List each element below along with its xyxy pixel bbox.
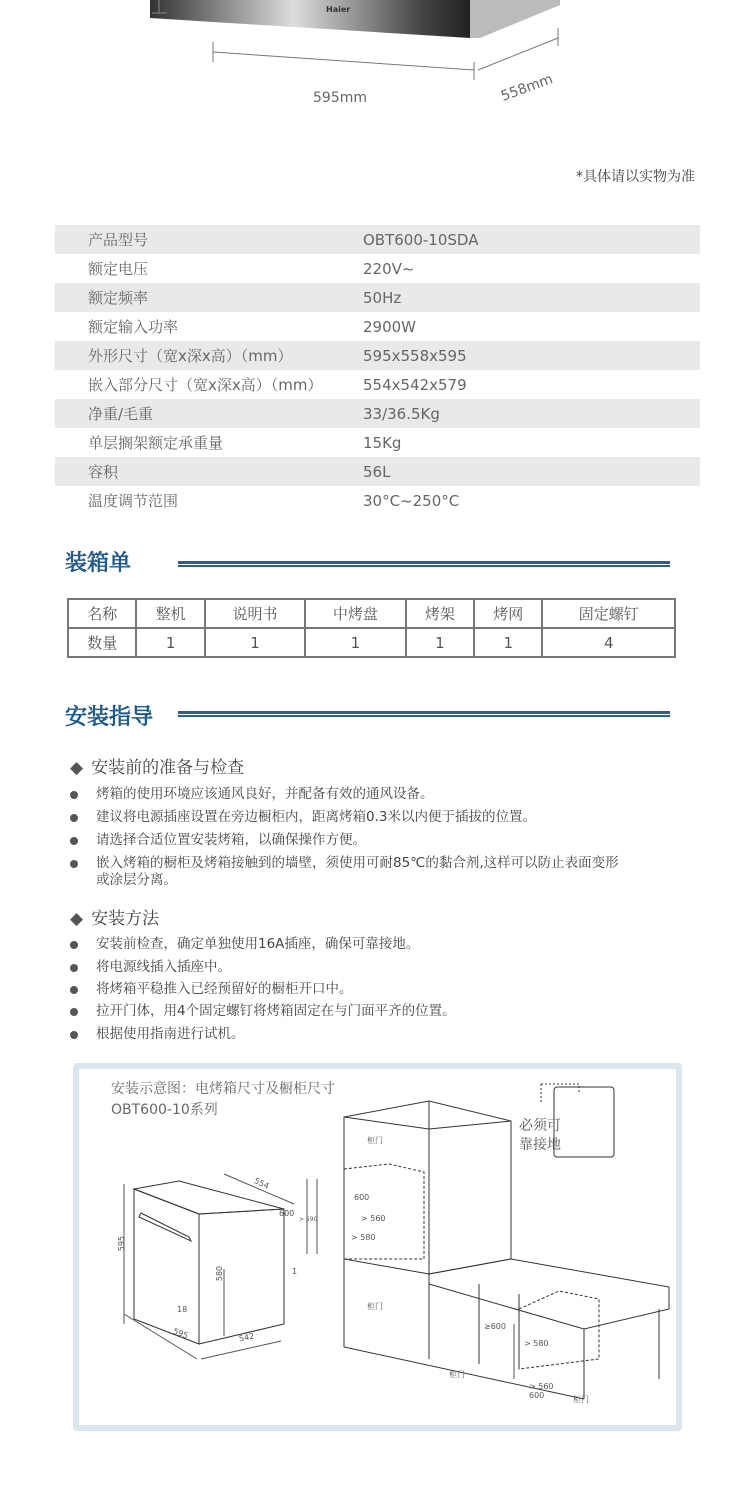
bullet-icon bbox=[70, 814, 78, 822]
dim-label: ≥600 bbox=[484, 1322, 506, 1331]
cabinet-drawing bbox=[79, 1069, 676, 1425]
spec-key: 单层搁架额定承重量 bbox=[88, 434, 224, 452]
spec-row bbox=[55, 254, 700, 283]
list-item bbox=[70, 936, 630, 953]
spec-row bbox=[55, 283, 700, 312]
install-guide-heading: 安装指导 bbox=[65, 705, 154, 730]
list-item bbox=[70, 832, 630, 849]
packing-value-row bbox=[68, 628, 675, 657]
width-label: 595mm bbox=[313, 90, 367, 106]
packing-value-cell: 1 bbox=[205, 628, 305, 657]
diamond-icon: ◆ bbox=[70, 758, 84, 778]
dim-label: 600 bbox=[529, 1391, 545, 1400]
prep-subheading bbox=[70, 753, 244, 778]
spec-row bbox=[55, 225, 700, 254]
spec-value: 220V~ bbox=[363, 259, 415, 278]
prep-title: 安装前的准备与检查 bbox=[91, 758, 245, 778]
dim-label: 595 bbox=[117, 1235, 127, 1252]
packing-header-cell: 中烤盘 bbox=[305, 599, 405, 628]
list-item bbox=[70, 1003, 630, 1020]
list-item-text: 烤箱的使用环境应该通风良好，并配备有效的通风设备。 bbox=[96, 786, 434, 802]
packing-header-row bbox=[68, 599, 675, 628]
bullet-icon bbox=[70, 964, 78, 972]
spec-key: 额定频率 bbox=[88, 289, 149, 307]
spec-key: 嵌入部分尺寸（宽x深x高）（mm） bbox=[88, 376, 323, 394]
spec-row bbox=[55, 399, 700, 428]
spec-table bbox=[55, 225, 700, 515]
bullet-icon bbox=[70, 837, 78, 845]
dim-label: 18 bbox=[177, 1305, 188, 1314]
spec-row bbox=[55, 341, 700, 370]
spec-row bbox=[55, 312, 700, 341]
spec-key: 温度调节范围 bbox=[88, 492, 179, 510]
spec-row bbox=[55, 428, 700, 457]
spec-key: 额定输入功率 bbox=[88, 318, 179, 336]
spec-row bbox=[55, 457, 700, 486]
door-label: 柜门 bbox=[449, 1370, 465, 1379]
ground-label-1: 必须可 bbox=[519, 1118, 561, 1134]
ground-label-2: 靠接地 bbox=[519, 1137, 561, 1153]
packing-value-cell: 1 bbox=[406, 628, 474, 657]
diagram-caption: 安装示意图：电烤箱尺寸及橱柜尺寸 bbox=[111, 1081, 335, 1097]
door-label: 柜门 bbox=[573, 1395, 589, 1404]
bullet-icon bbox=[70, 986, 78, 994]
list-item-text: 安装前检查，确定单独使用16A插座，确保可靠接地。 bbox=[96, 936, 420, 952]
packing-header-cell: 烤架 bbox=[406, 599, 474, 628]
list-item bbox=[70, 855, 630, 889]
spec-value: 50Hz bbox=[363, 288, 402, 307]
packing-table bbox=[67, 598, 676, 658]
spec-value: 2900W bbox=[363, 317, 417, 336]
dim-label: 600 bbox=[354, 1193, 370, 1202]
list-item-text: 建议将电源插座设置在旁边橱柜内，距离烤箱0.3米以内便于插拔的位置。 bbox=[96, 809, 536, 825]
spec-value: 595x558x595 bbox=[363, 346, 467, 365]
dim-label: > 580 bbox=[524, 1339, 549, 1348]
packing-list-heading: 装箱单 bbox=[65, 551, 132, 576]
packing-value-cell: 1 bbox=[136, 628, 204, 657]
list-item bbox=[70, 1026, 630, 1043]
spec-key: 外形尺寸（宽x深x高）（mm） bbox=[88, 347, 293, 365]
packing-value-cell: 1 bbox=[305, 628, 405, 657]
heading-rule bbox=[178, 711, 670, 717]
list-item-text: 拉开门体，用4个固定螺钉将烤箱固定在与门面平齐的位置。 bbox=[96, 1003, 456, 1019]
list-item-text: 根据使用指南进行试机。 bbox=[96, 1026, 245, 1042]
packing-header-cell: 说明书 bbox=[205, 599, 305, 628]
dim-label: 600 bbox=[279, 1209, 295, 1218]
spec-key: 净重/毛重 bbox=[88, 405, 154, 423]
depth-label: 558mm bbox=[498, 71, 556, 105]
spec-key: 产品型号 bbox=[88, 231, 149, 249]
bullet-icon bbox=[70, 941, 78, 949]
heading-rule bbox=[178, 561, 670, 567]
packing-header-cell: 整机 bbox=[136, 599, 204, 628]
installation-diagram bbox=[73, 1063, 682, 1431]
packing-header-cell: 固定螺钉 bbox=[542, 599, 675, 628]
bullet-icon bbox=[70, 791, 78, 799]
spec-value: 33/36.5Kg bbox=[363, 404, 440, 423]
dim-label: 595 bbox=[171, 1326, 190, 1341]
dim-label: 1 bbox=[292, 1267, 298, 1276]
list-item-text: 嵌入烤箱的橱柜及烤箱接触到的墙壁，须使用可耐85℃的黏合剂,这样可以防止表面变形或涂层分离。 bbox=[96, 855, 619, 888]
packing-header-cell: 名称 bbox=[68, 599, 136, 628]
packing-value-cell: 4 bbox=[542, 628, 675, 657]
diagram-series: OBT600-10系列 bbox=[111, 1102, 218, 1118]
spec-value: 30°C~250°C bbox=[363, 491, 460, 510]
list-item bbox=[70, 981, 630, 998]
list-item bbox=[70, 809, 630, 826]
disclaimer-note: *具体请以实物为准 bbox=[576, 169, 695, 185]
spec-row bbox=[55, 486, 700, 515]
spec-value: 56L bbox=[363, 462, 391, 481]
dim-label: > 590 bbox=[299, 1216, 318, 1223]
list-item-text: 将电源线插入插座中。 bbox=[96, 959, 231, 975]
spec-value: 554x542x579 bbox=[363, 375, 467, 394]
door-label: 柜门 bbox=[367, 1302, 383, 1311]
bullet-icon bbox=[70, 1031, 78, 1039]
spec-key: 额定电压 bbox=[88, 260, 149, 278]
packing-value-cell: 数量 bbox=[68, 628, 136, 657]
list-item bbox=[70, 786, 630, 803]
list-item bbox=[70, 959, 630, 976]
method-title: 安装方法 bbox=[91, 909, 160, 929]
list-item-text: 请选择合适位置安装烤箱，以确保操作方便。 bbox=[96, 832, 366, 848]
bullet-icon bbox=[70, 860, 78, 868]
diamond-icon: ◆ bbox=[70, 909, 84, 929]
spec-value: OBT600-10SDA bbox=[363, 230, 479, 249]
method-subheading bbox=[70, 904, 159, 929]
packing-header-cell: 烤网 bbox=[474, 599, 542, 628]
dim-label: > 580 bbox=[351, 1233, 376, 1242]
dim-label: 580 bbox=[215, 1265, 225, 1282]
dim-label: > 560 bbox=[529, 1382, 554, 1391]
dim-label: > 560 bbox=[361, 1214, 386, 1223]
brand-logo: Haier bbox=[326, 5, 351, 14]
spec-value: 15Kg bbox=[363, 433, 402, 452]
spec-key: 容积 bbox=[88, 463, 119, 481]
spec-row bbox=[55, 370, 700, 399]
dim-label: 554 bbox=[252, 1176, 271, 1191]
door-label: 柜门 bbox=[367, 1136, 383, 1145]
list-item-text: 将烤箱平稳推入已经预留好的橱柜开口中。 bbox=[96, 981, 353, 997]
packing-value-cell: 1 bbox=[474, 628, 542, 657]
dim-label: 542 bbox=[238, 1331, 256, 1344]
bullet-icon bbox=[70, 1008, 78, 1016]
